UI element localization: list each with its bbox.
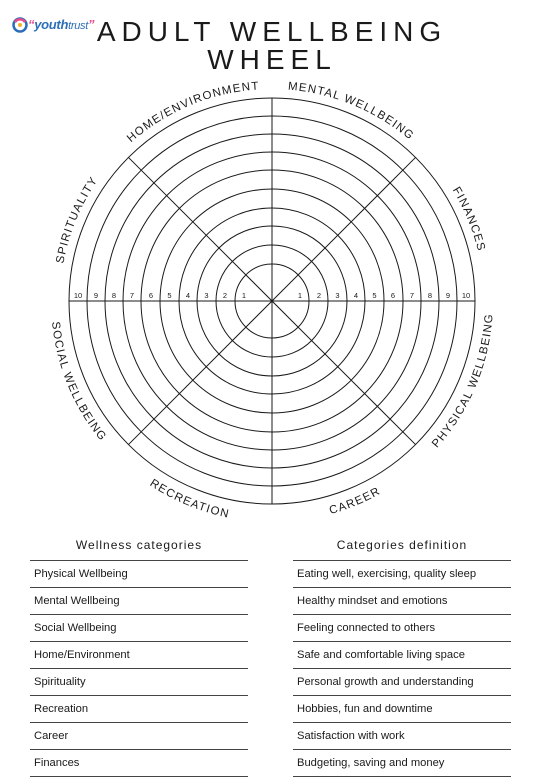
segment-label xyxy=(328,485,383,517)
page-title-line1: ADULT WELLBEING xyxy=(96,16,448,47)
scale-label: 5 xyxy=(167,291,172,300)
scale-label: 10 xyxy=(73,291,83,300)
segment-label-text: HOME/ENVIRONMENT xyxy=(125,80,261,145)
segment-label-text: PHYSICAL WELLBEING xyxy=(430,312,496,451)
scale-label: 2 xyxy=(222,291,228,300)
definition-cell: Safe and comfortable living space xyxy=(293,642,511,669)
segment-label-text: SOCIAL WELLBEING xyxy=(48,320,109,444)
logo-text: “youthtrust” xyxy=(28,17,95,32)
scale-label: 3 xyxy=(335,291,340,300)
scale-label: 1 xyxy=(297,291,303,300)
segment-label-text: SPIRITUALITY xyxy=(54,174,101,265)
segment-label xyxy=(430,313,496,450)
categories-definition-header: Categories definition xyxy=(293,530,511,561)
category-cell: Social Wellbeing xyxy=(30,615,248,642)
scale-label: 6 xyxy=(390,291,396,300)
definition-cell: Satisfaction with work xyxy=(293,723,511,750)
page-title-line2: WHEEL xyxy=(207,44,337,75)
scale-label: 7 xyxy=(409,291,415,300)
scale-label: 8 xyxy=(111,291,117,300)
scale-label: 4 xyxy=(185,291,191,300)
segment-label xyxy=(287,81,416,143)
segment-label xyxy=(148,477,231,520)
definition-cell: Healthy mindset and emotions xyxy=(293,588,511,615)
scale-label: 9 xyxy=(445,291,451,300)
segment-label-text: CAREER xyxy=(327,485,383,518)
segment-label xyxy=(49,321,109,444)
segment-label xyxy=(125,80,260,145)
scale-label: 9 xyxy=(93,291,99,300)
category-cell: Physical Wellbeing xyxy=(30,561,248,588)
definition-cell: Personal growth and understanding xyxy=(293,669,511,696)
scale-label: 2 xyxy=(316,291,322,300)
scale-label: 7 xyxy=(129,291,135,300)
category-cell: Home/Environment xyxy=(30,642,248,669)
category-cell: Spirituality xyxy=(30,669,248,696)
definition-cell: Feeling connected to others xyxy=(293,615,511,642)
definition-cell: Hobbies, fun and downtime xyxy=(293,696,511,723)
segment-label-text: FINANCES xyxy=(449,185,488,253)
wellness-categories-column xyxy=(30,530,248,777)
scale-label: 1 xyxy=(241,291,247,300)
category-cell: Recreation xyxy=(30,696,248,723)
scale-label: 8 xyxy=(427,291,433,300)
scale-label: 6 xyxy=(148,291,154,300)
category-cell: Career xyxy=(30,723,248,750)
definition-cell: Budgeting, saving and money xyxy=(293,750,511,777)
segment-label xyxy=(450,185,487,253)
scale-label: 5 xyxy=(372,291,377,300)
wellness-categories-header: Wellness categories xyxy=(30,530,248,561)
scale-label: 3 xyxy=(204,291,209,300)
categories-definition-column xyxy=(293,530,511,777)
segment-label-text: RECREATION xyxy=(147,477,231,521)
scale-label: 4 xyxy=(353,291,359,300)
category-cell: Mental Wellbeing xyxy=(30,588,248,615)
scale-label: 10 xyxy=(461,291,471,300)
category-cell: Finances xyxy=(30,750,248,777)
definition-cell: Eating well, exercising, quality sleep xyxy=(293,561,511,588)
segment-label-text: MENTAL WELLBEING xyxy=(287,80,417,143)
